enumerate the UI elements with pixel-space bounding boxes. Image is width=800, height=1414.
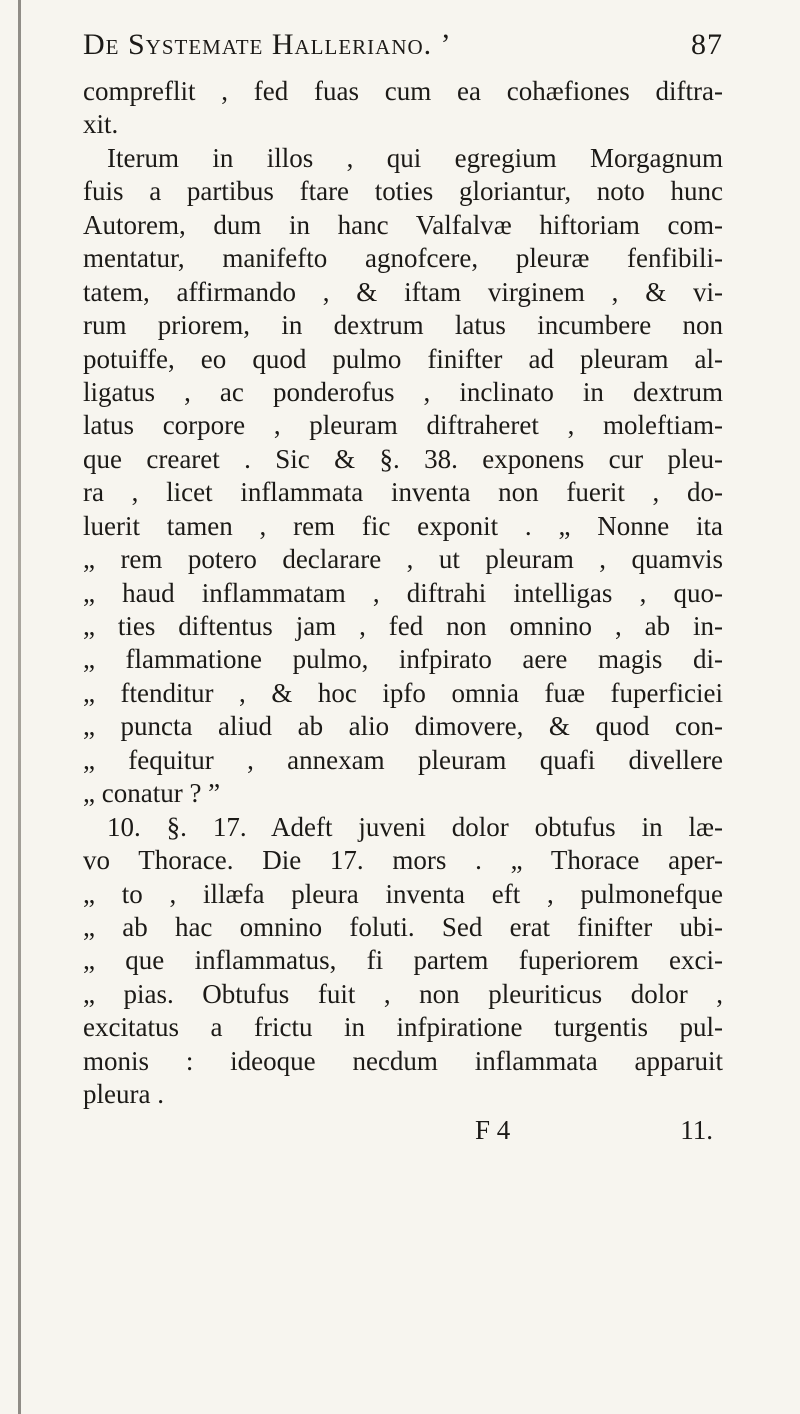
text-line: „ flammatione pulmo, infpirato aere magis di-	[83, 644, 723, 675]
page-number: 87	[691, 28, 723, 61]
running-head	[83, 0, 723, 72]
page-edge	[18, 0, 21, 1414]
text-line: luerit tamen , rem fic exponit . „ Nonne ita	[83, 510, 723, 541]
text-line: rum priorem, in dextrum latus incumbere non	[83, 310, 723, 341]
text-line: Autorem, dum in hanc Valfalvæ hiftoriam com-	[83, 209, 723, 240]
text-line: 10. §. 17. Adeft juveni dolor obtufus in læ-	[107, 811, 723, 842]
text-line: compreflit , fed fuas cum ea cohæfiones diftra-	[83, 76, 723, 106]
text-line: „ rem potero declarare , ut pleuram , quamvis	[83, 544, 723, 575]
text-line: „ to , illæfa pleura inventa eft , pulmonefque	[83, 878, 723, 909]
text-line: vo Thorace. Die 17. mors . „ Thorace aper-	[83, 845, 723, 876]
text-line: mentatur, manifefto agnofcere, pleuræ fenfibili-	[83, 243, 723, 274]
text-line: „ conatur ? ”	[83, 778, 221, 809]
text-line: potuiffe, eo quod pulmo finifter ad pleuram al-	[83, 343, 723, 374]
text-line: excitatus a frictu in infpiratione turgentis pul-	[83, 1012, 723, 1043]
text-line: que crearet . Sic & §. 38. exponens cur pleu-	[83, 443, 723, 474]
text-line: „ fequitur , annexam pleuram quafi divellere	[83, 744, 723, 775]
text-block	[83, 0, 723, 1148]
text-line: „ que inflammatus, fi partem fuperiorem exci-	[83, 945, 723, 976]
text-line: xit.	[83, 109, 119, 140]
text-line: ra , licet inflammata inventa non fuerit , do-	[83, 477, 723, 508]
text-line: monis : ideoque necdum inflammata apparuit	[83, 1045, 723, 1076]
signature-row	[83, 1112, 723, 1148]
text-line: tatem, affirmando , & iftam virginem , & vi-	[83, 276, 723, 307]
text-line: fuis a partibus ftare toties gloriantur, noto hunc	[83, 176, 723, 207]
text-line: „ puncta aliud ab alio dimovere, & quod con-	[83, 711, 723, 742]
signature-mark: F 4	[474, 1114, 511, 1145]
text-line: pleura .	[83, 1079, 164, 1110]
text-line: Iterum in illos , qui egregium Morgagnum	[107, 142, 723, 173]
text-line: „ ties diftentus jam , fed non omnino , ab in-	[83, 611, 723, 641]
text-line: „ pias. Obtufus fuit , non pleuriticus dolor ,	[83, 978, 723, 1009]
running-head-title: De Systemate Halleriano. ’	[83, 28, 452, 61]
text-line: „ ftenditur , & hoc ipfo omnia fuæ fuperficiei	[83, 677, 723, 708]
text-line: „ ab hac omnino foluti. Sed erat finifter ubi-	[83, 911, 723, 942]
text-line: latus corpore , pleuram diftraheret , moleftiam-	[83, 410, 723, 441]
catchword: 11.	[680, 1114, 713, 1145]
text-line: ligatus , ac ponderofus , inclinato in dextrum	[83, 376, 723, 407]
body-text	[83, 75, 723, 1112]
text-line: „ haud inflammatam , diftrahi intelligas , quo-	[83, 577, 723, 608]
